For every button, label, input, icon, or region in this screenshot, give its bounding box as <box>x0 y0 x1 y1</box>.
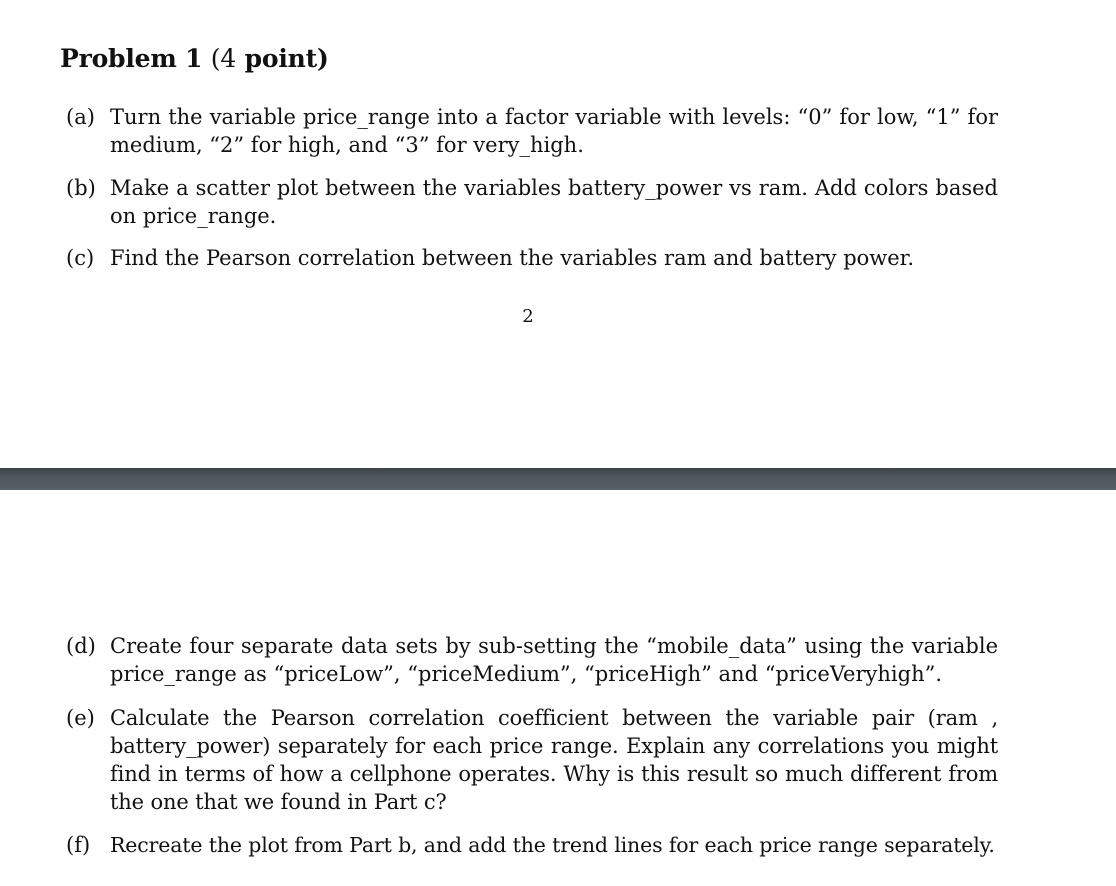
question-label-e: (e) <box>66 706 95 730</box>
question-label-f: (f) <box>66 833 91 857</box>
question-text-f: Recreate the plot from Part b, and add the trend lines for each price range separately. <box>110 833 995 857</box>
question-text-a: Turn the variable price_range into a factor variable with levels: “0” for low, “1” for medium, “2” for high, and “3” for very_high. <box>110 105 998 157</box>
question-label-b: (b) <box>66 176 96 200</box>
question-item-b <box>66 174 998 230</box>
question-text-c: Find the Pearson correlation between the variables ram and battery power. <box>110 246 915 270</box>
question-item-f <box>66 831 998 859</box>
problem-title-text: Problem 1 <box>60 44 203 73</box>
points-number: 4 <box>220 44 237 73</box>
page-separator <box>0 468 1116 490</box>
question-item-e <box>66 704 998 816</box>
question-label-d: (d) <box>66 634 96 658</box>
question-label-a: (a) <box>66 105 95 129</box>
page-number: 2 <box>522 306 534 327</box>
pdf-page-bottom <box>0 490 1116 886</box>
question-text-b: Make a scatter plot between the variables battery_power vs ram. Add colors based on price_range. <box>110 176 998 228</box>
points-word: point <box>236 44 317 73</box>
question-item-d <box>66 632 998 688</box>
points-close-paren: ) <box>316 44 329 73</box>
question-text-d: Create four separate data sets by sub-setting the “mobile_data” using the variable price_range as “priceLow”, “priceMedium”, “priceHigh” and “priceVeryhigh”. <box>110 634 998 686</box>
question-item-a <box>66 103 998 159</box>
question-item-c <box>66 244 998 272</box>
points-open-paren: ( <box>210 44 221 73</box>
problem-title <box>60 44 329 73</box>
question-label-c: (c) <box>66 246 95 270</box>
question-text-e: Calculate the Pearson correlation coefficient between the variable pair (ram , battery_power) separately for each price range. Explain any correlations you might find in terms of how a cellphone operates. Why is this result so much different from the one that we found in Part c? <box>110 706 998 814</box>
